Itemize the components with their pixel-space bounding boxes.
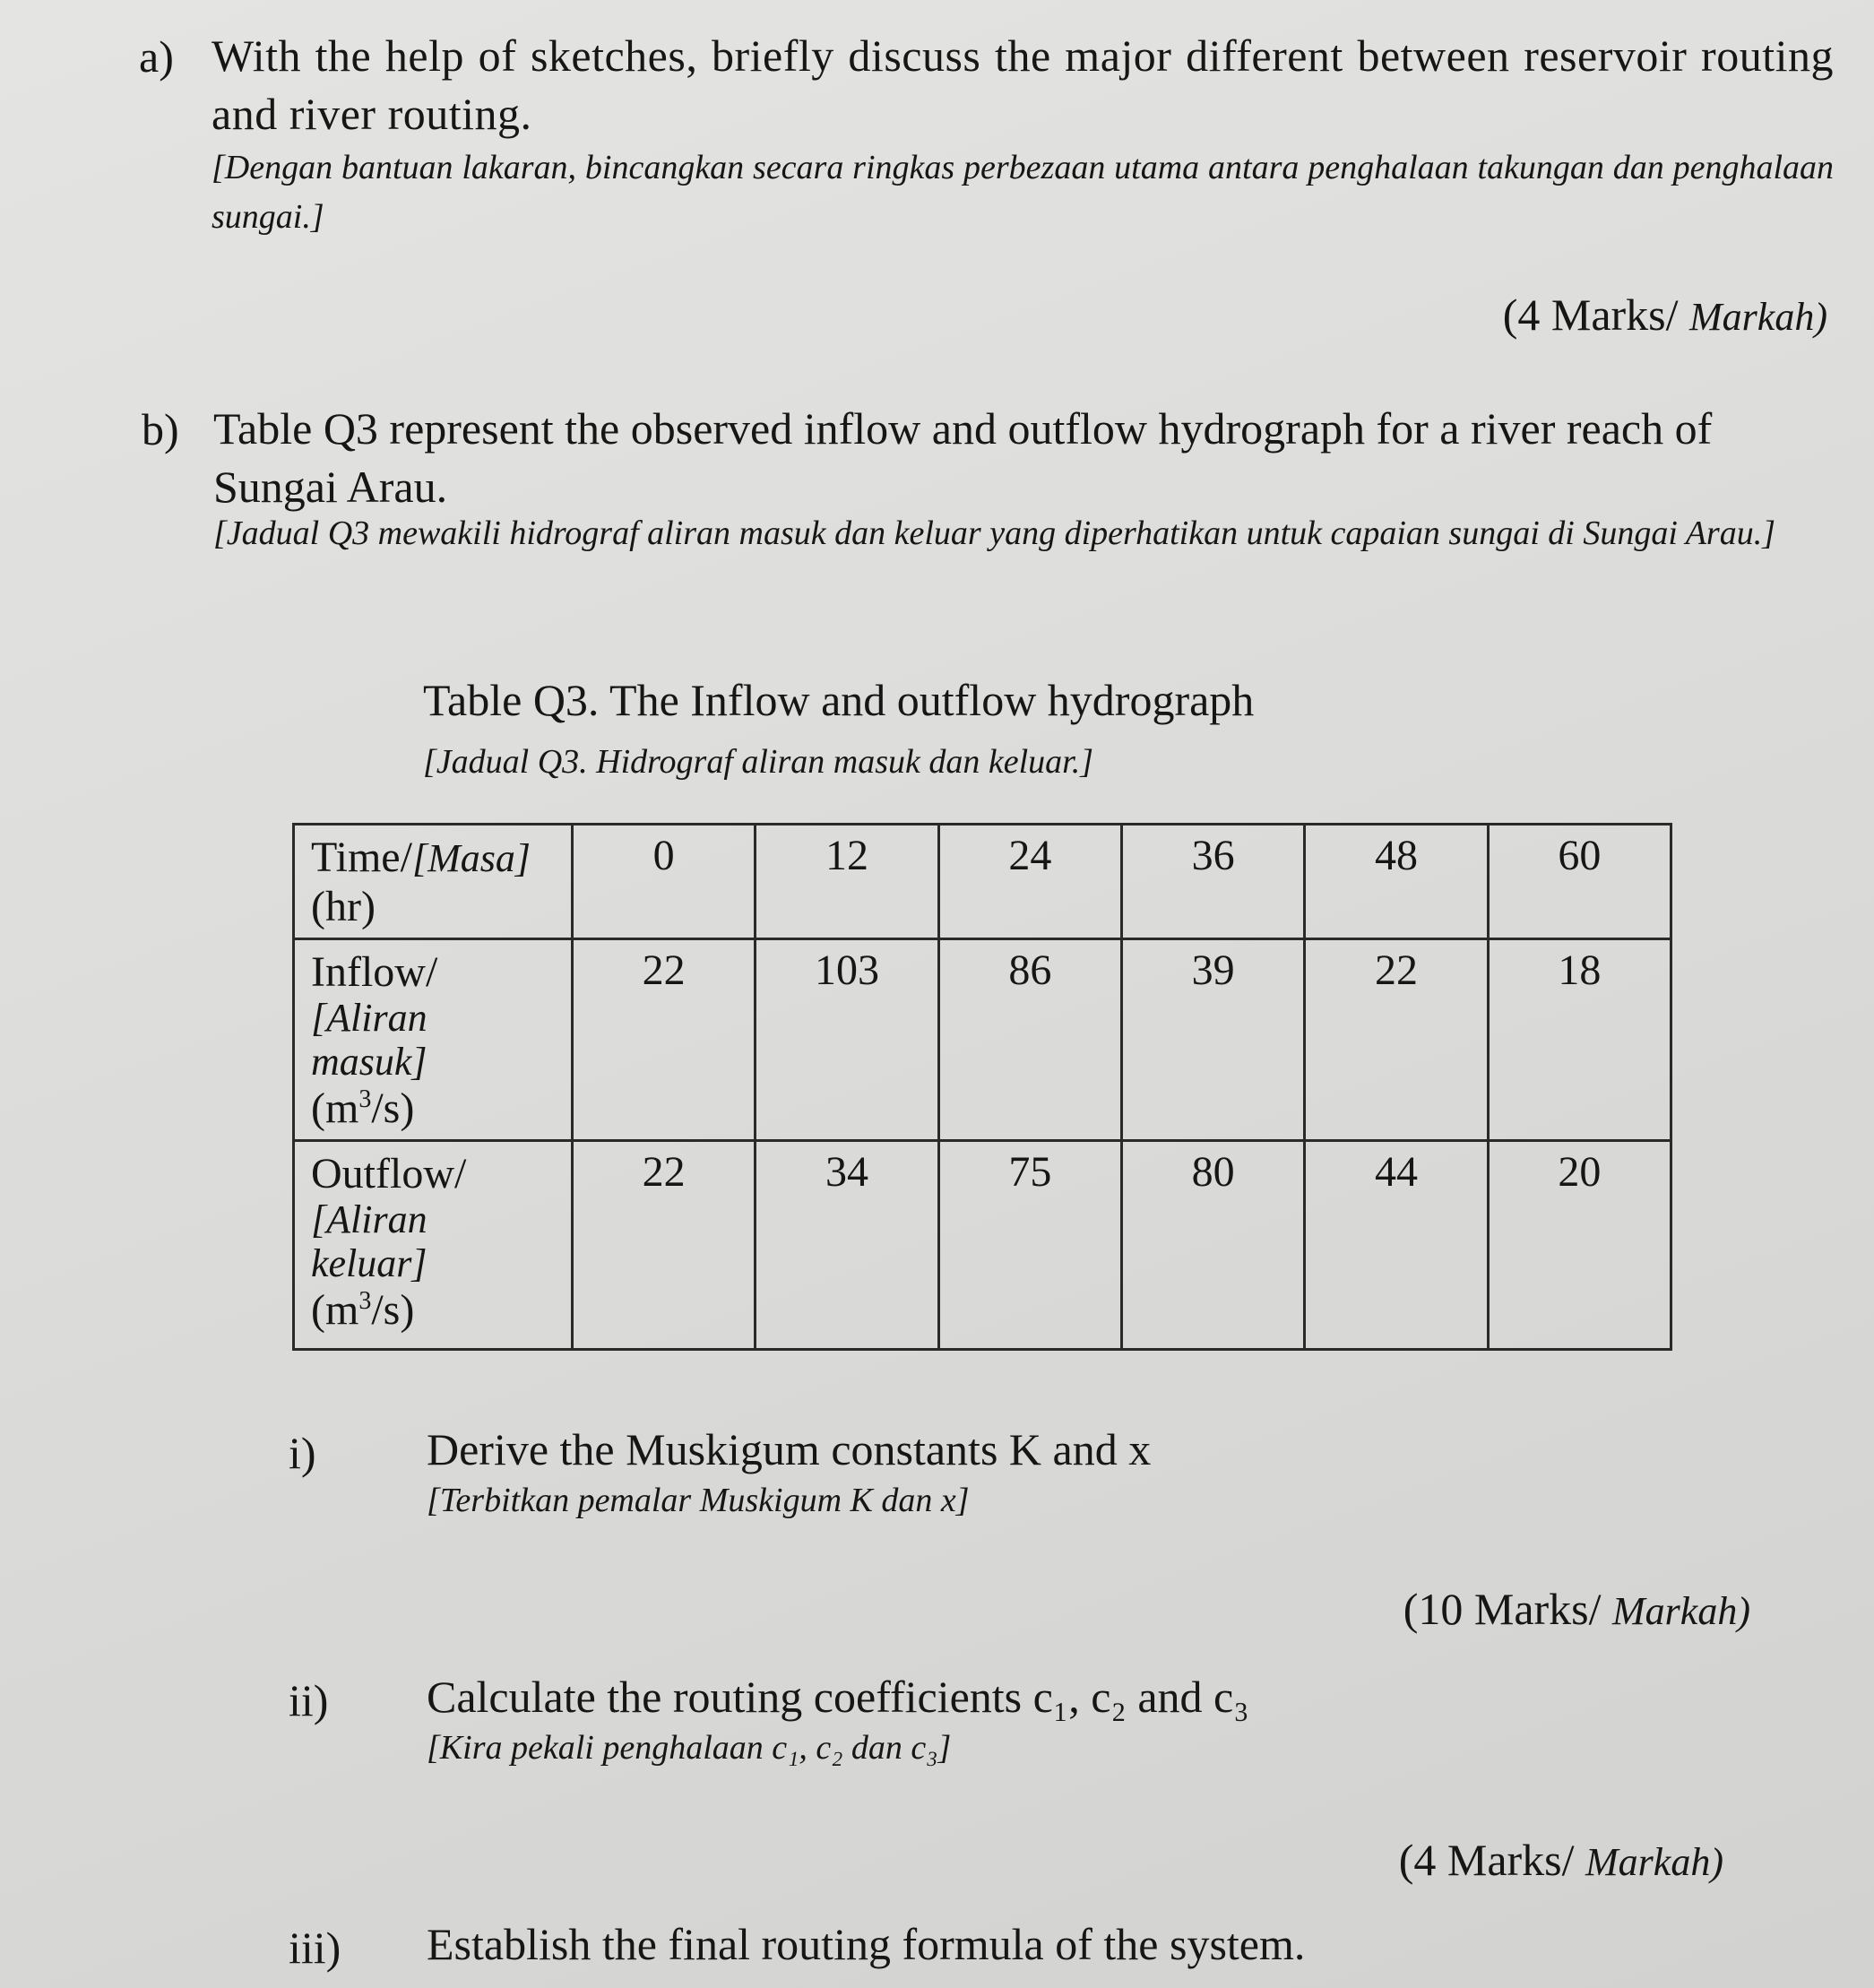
table-caption-malay: [Jadual Q3. Hidrograf aliran masuk dan keluar.] bbox=[423, 743, 1094, 781]
outflow-cell: 80 bbox=[1121, 1141, 1304, 1350]
marks-label: (4 Marks/ bbox=[1398, 1835, 1575, 1885]
inflow-cell: 39 bbox=[1121, 939, 1304, 1141]
unit-post: /s) bbox=[371, 1084, 415, 1132]
time-header-cell bbox=[294, 825, 573, 939]
inflow-cell: 18 bbox=[1488, 939, 1671, 1141]
time-cell: 24 bbox=[938, 825, 1121, 939]
marks-label-malay: Markah) bbox=[1689, 295, 1827, 339]
outflow-cell: 22 bbox=[573, 1141, 756, 1350]
time-unit: (hr) bbox=[311, 883, 376, 931]
unit-pre: (m bbox=[311, 1285, 359, 1334]
question-a-text: With the help of sketches, briefly discuss the major different between reservoir routing and river routing. bbox=[212, 30, 1834, 139]
sub-question-i-label: i) bbox=[289, 1428, 316, 1478]
outflow-cell: 44 bbox=[1305, 1141, 1488, 1350]
sub-question-ii-marks bbox=[1399, 1834, 1723, 1886]
outflow-unit bbox=[311, 1285, 571, 1335]
table-caption: Table Q3. The Inflow and outflow hydrograph bbox=[423, 675, 1255, 725]
question-a-text-malay: [Dengan bantuan lakaran, bincangkan secara ringkas perbezaan utama antara penghalaan takungan dan penghalaan sungai.] bbox=[212, 149, 1834, 237]
outflow-header: Outflow/ bbox=[311, 1150, 467, 1197]
sub-question-ii-text-malay: [Kira pekali penghalaan c₁, c₂ dan c₃] bbox=[427, 1729, 952, 1767]
inflow-header: Inflow/ bbox=[311, 948, 438, 996]
time-cell: 12 bbox=[756, 825, 938, 939]
time-header bbox=[311, 833, 571, 882]
outflow-header-malay-line1: [Aliran bbox=[311, 1197, 427, 1242]
sub-question-ii-label: ii) bbox=[289, 1675, 329, 1725]
unit-pre: (m bbox=[311, 1084, 359, 1132]
time-header-label: Time/ bbox=[311, 834, 412, 881]
hydrograph-table bbox=[292, 823, 1672, 1351]
time-header-label-malay: [Masa] bbox=[411, 836, 531, 880]
question-b-label: b) bbox=[142, 404, 179, 454]
inflow-header-malay-line2: masuk] bbox=[311, 1039, 427, 1084]
sub-question-i-text: Derive the Muskigum constants K and x bbox=[427, 1424, 1152, 1474]
marks-label-malay: Markah) bbox=[1612, 1589, 1750, 1633]
inflow-cell: 22 bbox=[1305, 939, 1488, 1141]
question-b-text: Table Q3 represent the observed inflow and outflow hydrograph for a river reach of Sungai Arau. bbox=[213, 403, 1713, 512]
inflow-cell: 22 bbox=[573, 939, 756, 1141]
table-row-outflow bbox=[294, 1141, 1671, 1350]
sub-question-i-text-malay: [Terbitkan pemalar Muskigum K dan x] bbox=[427, 1482, 970, 1519]
time-cell: 36 bbox=[1121, 825, 1304, 939]
outflow-cell: 75 bbox=[938, 1141, 1121, 1350]
time-cell: 60 bbox=[1488, 825, 1671, 939]
question-a-label: a) bbox=[139, 31, 174, 82]
table-row-time bbox=[294, 825, 1671, 939]
outflow-cell: 20 bbox=[1488, 1141, 1671, 1350]
outflow-cell: 34 bbox=[756, 1141, 938, 1350]
inflow-header-malay-line1: [Aliran bbox=[311, 996, 427, 1041]
sub-question-i-marks bbox=[1403, 1583, 1750, 1635]
outflow-header-cell bbox=[294, 1141, 573, 1350]
inflow-cell: 103 bbox=[756, 939, 938, 1141]
inflow-cell: 86 bbox=[938, 939, 1121, 1141]
marks-label: (4 Marks/ bbox=[1502, 290, 1679, 340]
time-cell: 0 bbox=[573, 825, 756, 939]
sub-question-iii-text: Establish the final routing formula of the system. bbox=[427, 1919, 1306, 1969]
unit-post: /s) bbox=[371, 1285, 415, 1334]
inflow-header-cell bbox=[294, 939, 573, 1141]
marks-label-malay: Markah) bbox=[1585, 1840, 1723, 1884]
time-cell: 48 bbox=[1305, 825, 1488, 939]
unit-sup: 3 bbox=[358, 1085, 372, 1113]
inflow-unit bbox=[311, 1084, 571, 1133]
sub-question-ii-text: Calculate the routing coefficients c₁, c₂ and c₃ bbox=[427, 1672, 1249, 1722]
table-row-inflow bbox=[294, 939, 1671, 1141]
question-a-marks bbox=[1503, 289, 1827, 341]
marks-label: (10 Marks/ bbox=[1403, 1584, 1602, 1634]
sub-question-iii-label: iii) bbox=[289, 1923, 341, 1973]
question-b-text-malay: [Jadual Q3 mewakili hidrograf aliran masuk dan keluar yang diperhatikan untuk capaian sungai di Sungai Arau.] bbox=[213, 514, 1775, 552]
outflow-header-malay-line2: keluar] bbox=[311, 1240, 427, 1285]
unit-sup: 3 bbox=[358, 1286, 372, 1315]
